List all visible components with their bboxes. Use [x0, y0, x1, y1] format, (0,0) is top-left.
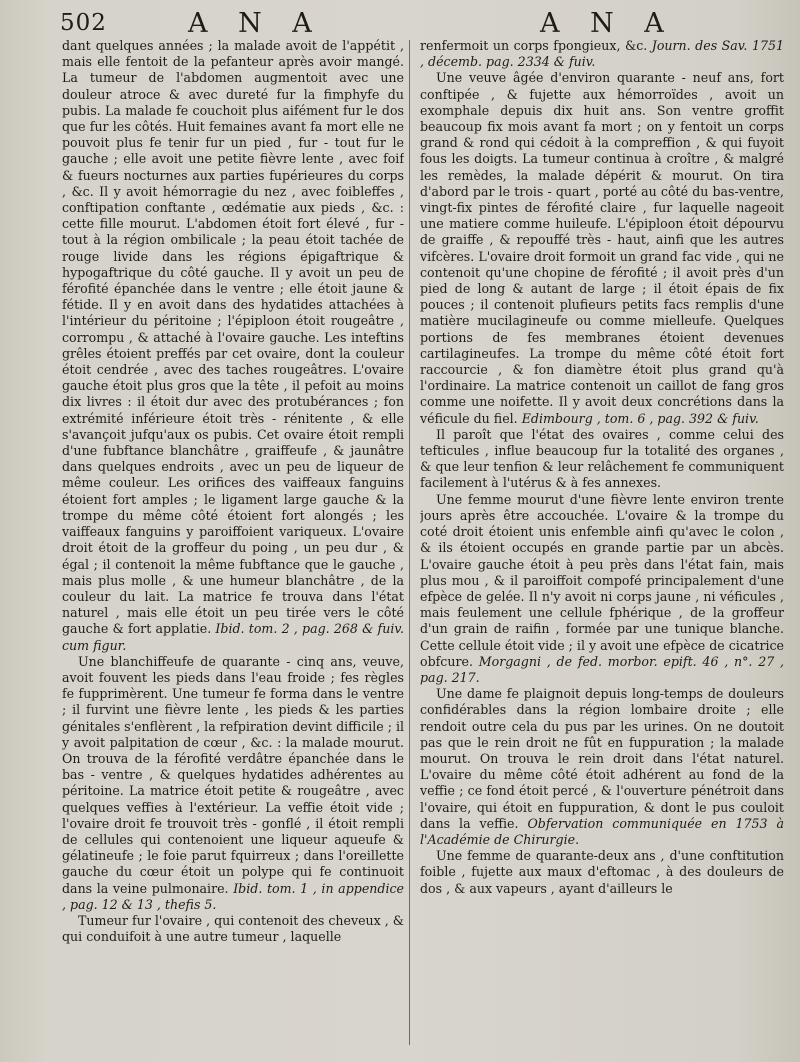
- paragraph-text: Tumeur fur l'ovaire , qui contenoit des cheveux , & qui conduifoit à une autre tumeur , laquelle: [62, 912, 404, 945]
- citation: Ibid. tom. 1 , in appendice , pag. 12 & 13 , thefis 5.: [62, 880, 404, 912]
- column-divider: [409, 40, 410, 1045]
- paragraph: [62, 38, 404, 654]
- paragraph: [420, 38, 784, 70]
- citation: Obfervation communiquée en 1753 à l'Académie de Chirurgie.: [420, 815, 784, 847]
- paragraph-text: Une femme de quarante-deux ans , d'une conftitution foible , fujette aux maux d'eftomac , à des douleurs de dos , & aux vapeurs , ayant d'ailleurs le: [420, 848, 784, 896]
- citation: Ibid. tom. 2 , pag. 268 & fuiv. cum figur.: [62, 621, 404, 653]
- paragraph: [62, 913, 404, 945]
- paragraph-text: Une veuve âgée d'environ quarante - neuf ans, fort conftipée , & fujette aux hémorroïdes , avoit un exomphale depuis dix huit ans. Son ventre groffit beaucoup fix mois avant fa mort ; on y fentoit un corps grand & rond qui cédoit à la compreffion , & qui fuyoit fous les doigts. La tumeur continua à croître , & malgré les remèdes, la malade dépérit & mourut. On tira d'abord par le trois - quart , porté au côté du bas-ventre, vingt-fix pintes de férofité claire , fur laquelle nageoit une matiere comme huileufe. L'épiploon étoit dépourvu de graiffe , & repouffé très - haut, ainfi que les autres vifcères. L'ovaire droit formoit un grand fac vide , qui ne contenoit qu'une chopine de férofité ; il avoit près d'un pied de long & autant de large ; il étoit épais de fix pouces ; il contenoit plufieurs petits facs remplis d'une matière mucilagineufe ou comme mielleufe. Quelques portions de fes membranes étoient devenues cartilagineufes. La trompe du même côté étoit fort raccourcie , & fon diamètre étoit plus grand qu'à l'ordinaire. La matrice contenoit un caillot de fang gros comme une noifette. Il y avoit deux concrétions dans la véficule du fiel.: [420, 70, 784, 426]
- running-head-left: A N A: [188, 8, 323, 39]
- page-number: 502: [60, 10, 107, 36]
- paragraph-text: Une blanchiffeufe de quarante - cinq ans, veuve, avoit fouvent les pieds dans l'eau froide ; fes règles fe fupprimèrent. Une tumeur fe forma dans le ventre ; il furvint une fièvre lente , les pieds & les parties génitales s'enflèrent , la refpiration devint difficile ; il y avoit palpitation de cœur , &c. : la malade mourut. On trouva de la férofité verdâtre épanchée dans le bas - ventre , & quelques hydatides adhérentes au péritoine. La matrice étoit petite & rougeâtre , avec quelques veffies à l'extérieur. La veffie étoit vide ; l'ovaire droit fe trouvoit très - gonflé , il étoit rempli de cellules qui contenoient une liqueur aqueufe & gélatineufe ; le foie parut fquirreux ; dans l'oreillette gauche du cœur étoit un polype qui fe continuoit dans la veine pulmonaire.: [62, 653, 404, 896]
- citation: Edimbourg , tom. 6 , pag. 392 & fuiv.: [521, 410, 759, 426]
- citation: Morgagni , de fed. morbor. epift. 46 , n°. 27 , pag. 217.: [420, 653, 784, 685]
- paragraph: [420, 492, 784, 686]
- paragraph-text: Une femme mourut d'une fièvre lente environ trente jours après être accouchée. L'ovaire & la trompe du coté droit étoient unis enfemble ainfi qu'avec le colon , & ils étoient occupés en grande partie par un abcès. L'ovaire gauche étoit à peu près dans l'état fain, mais plus mou , & il paroiffoit compofé principalement d'une efpèce de gelée. Il n'y avoit ni corps jaune , ni véficules , mais feulement une cellule fphérique , de la groffeur d'un grain de raifin , formée par une tunique blanche. Cette cellule étoit vide ; il y avoit une efpèce de cicatrice obfcure.: [420, 491, 784, 669]
- paragraph: [420, 848, 784, 897]
- paragraph: [420, 686, 784, 848]
- paragraph: [420, 427, 784, 492]
- paragraph-text: Une dame fe plaignoit depuis long-temps de douleurs confidérables dans la région lombaire droite ; elle rendoit outre cela du pus par les urines. On ne doutoit pas que le rein droit ne fût en fuppuration ; la malade mourut. On trouva le rein droit dans l'état naturel. L'ovaire du même côté étoit adhérent au fond de la veffie ; ce fond étoit percé , & l'ouverture pénétroit dans l'ovaire, qui étoit en fuppuration, & dont le pus couloit dans la veffie.: [420, 686, 784, 831]
- right-column: [420, 38, 784, 1048]
- paragraph: [62, 654, 404, 913]
- citation: Journ. des Sav. 1751 , décemb. pag. 2334 & fuiv.: [420, 38, 784, 70]
- page-header: [0, 6, 800, 40]
- paragraph-text: renfermoit un corps fpongieux, &c.: [420, 38, 648, 53]
- left-column: [62, 38, 404, 1048]
- paragraph-text: dant quelques années ; la malade avoit de l'appétit , mais elle fentoit de la pefanteur après avoir mangé. La tumeur de l'abdomen augmentoit avec une douleur atroce & avec dureté fur la fimphyfe du pubis. La malade fe couchoit plus aifément fur le dos que fur les côtés. Huit femaines avant fa mort elle ne pouvoit plus fe tenir fur un pied , fur - tout fur le gauche ; elle avoit une petite fièvre lente , avec foif & fueurs nocturnes aux parties fupérieures du corps , &c. Il y avoit hémorragie du nez , avec foibleffes , conftipation conftante , œdématie aux pieds , &c. : cette fille mourut. L'abdomen étoit fort élevé , fur - tout à la région ombilicale ; la peau étoit tachée de rouge livide dans les régions épigaftrique & hypogaftrique du côté gauche. Il y avoit un peu de férofité épanchée dans le ventre ; elle étoit jaune & fétide. Il y en avoit dans des hydatides attachées à l'intérieur du péritoine ; l'épiploon étoit rougeâtre , corrompu , & attaché à l'ovaire gauche. Les inteftins grêles étoient preffés par cet ovaire, dont la couleur étoit cendrée , avec des taches rougeâtres. L'ovaire gauche étoit plus gros que la tête , il pefoit au moins dix livres : il étoit dur avec des protubérances ; fon extrémité inférieure étoit très - rénitente , & elle s'avançoit jufqu'aux os pubis. Cet ovaire étoit rempli d'une fubftance blanchâtre , graiffeufe , & jaunâtre dans quelques endroits , avec un peu de liqueur de même couleur. Les orifices des vaiffeaux fanguins étoient fort amples ; le ligament large gauche & la trompe du même côté étoient fort alongés ; les vaiffeaux fanguins y paroiffoient variqueux. L'ovaire droit étoit de la groffeur du poing , un peu dur , & égal ; il contenoit la même fubftance que le gauche , mais plus molle , & une humeur blanchâtre , de la couleur du lait. La matrice fe trouva dans l'état naturel , mais elle étoit un peu tirée vers le côté gauche & fort applatie.: [62, 38, 404, 637]
- paragraph: [420, 70, 784, 426]
- paragraph-text: Il paroît que l'état des ovaires , comme celui des tefticules , influe beaucoup fur la totalité des organes , & que leur tenfion & leur relâchement fe communiquent facilement à l'utérus & à fes annexes.: [420, 426, 784, 491]
- running-head-right: A N A: [540, 8, 675, 39]
